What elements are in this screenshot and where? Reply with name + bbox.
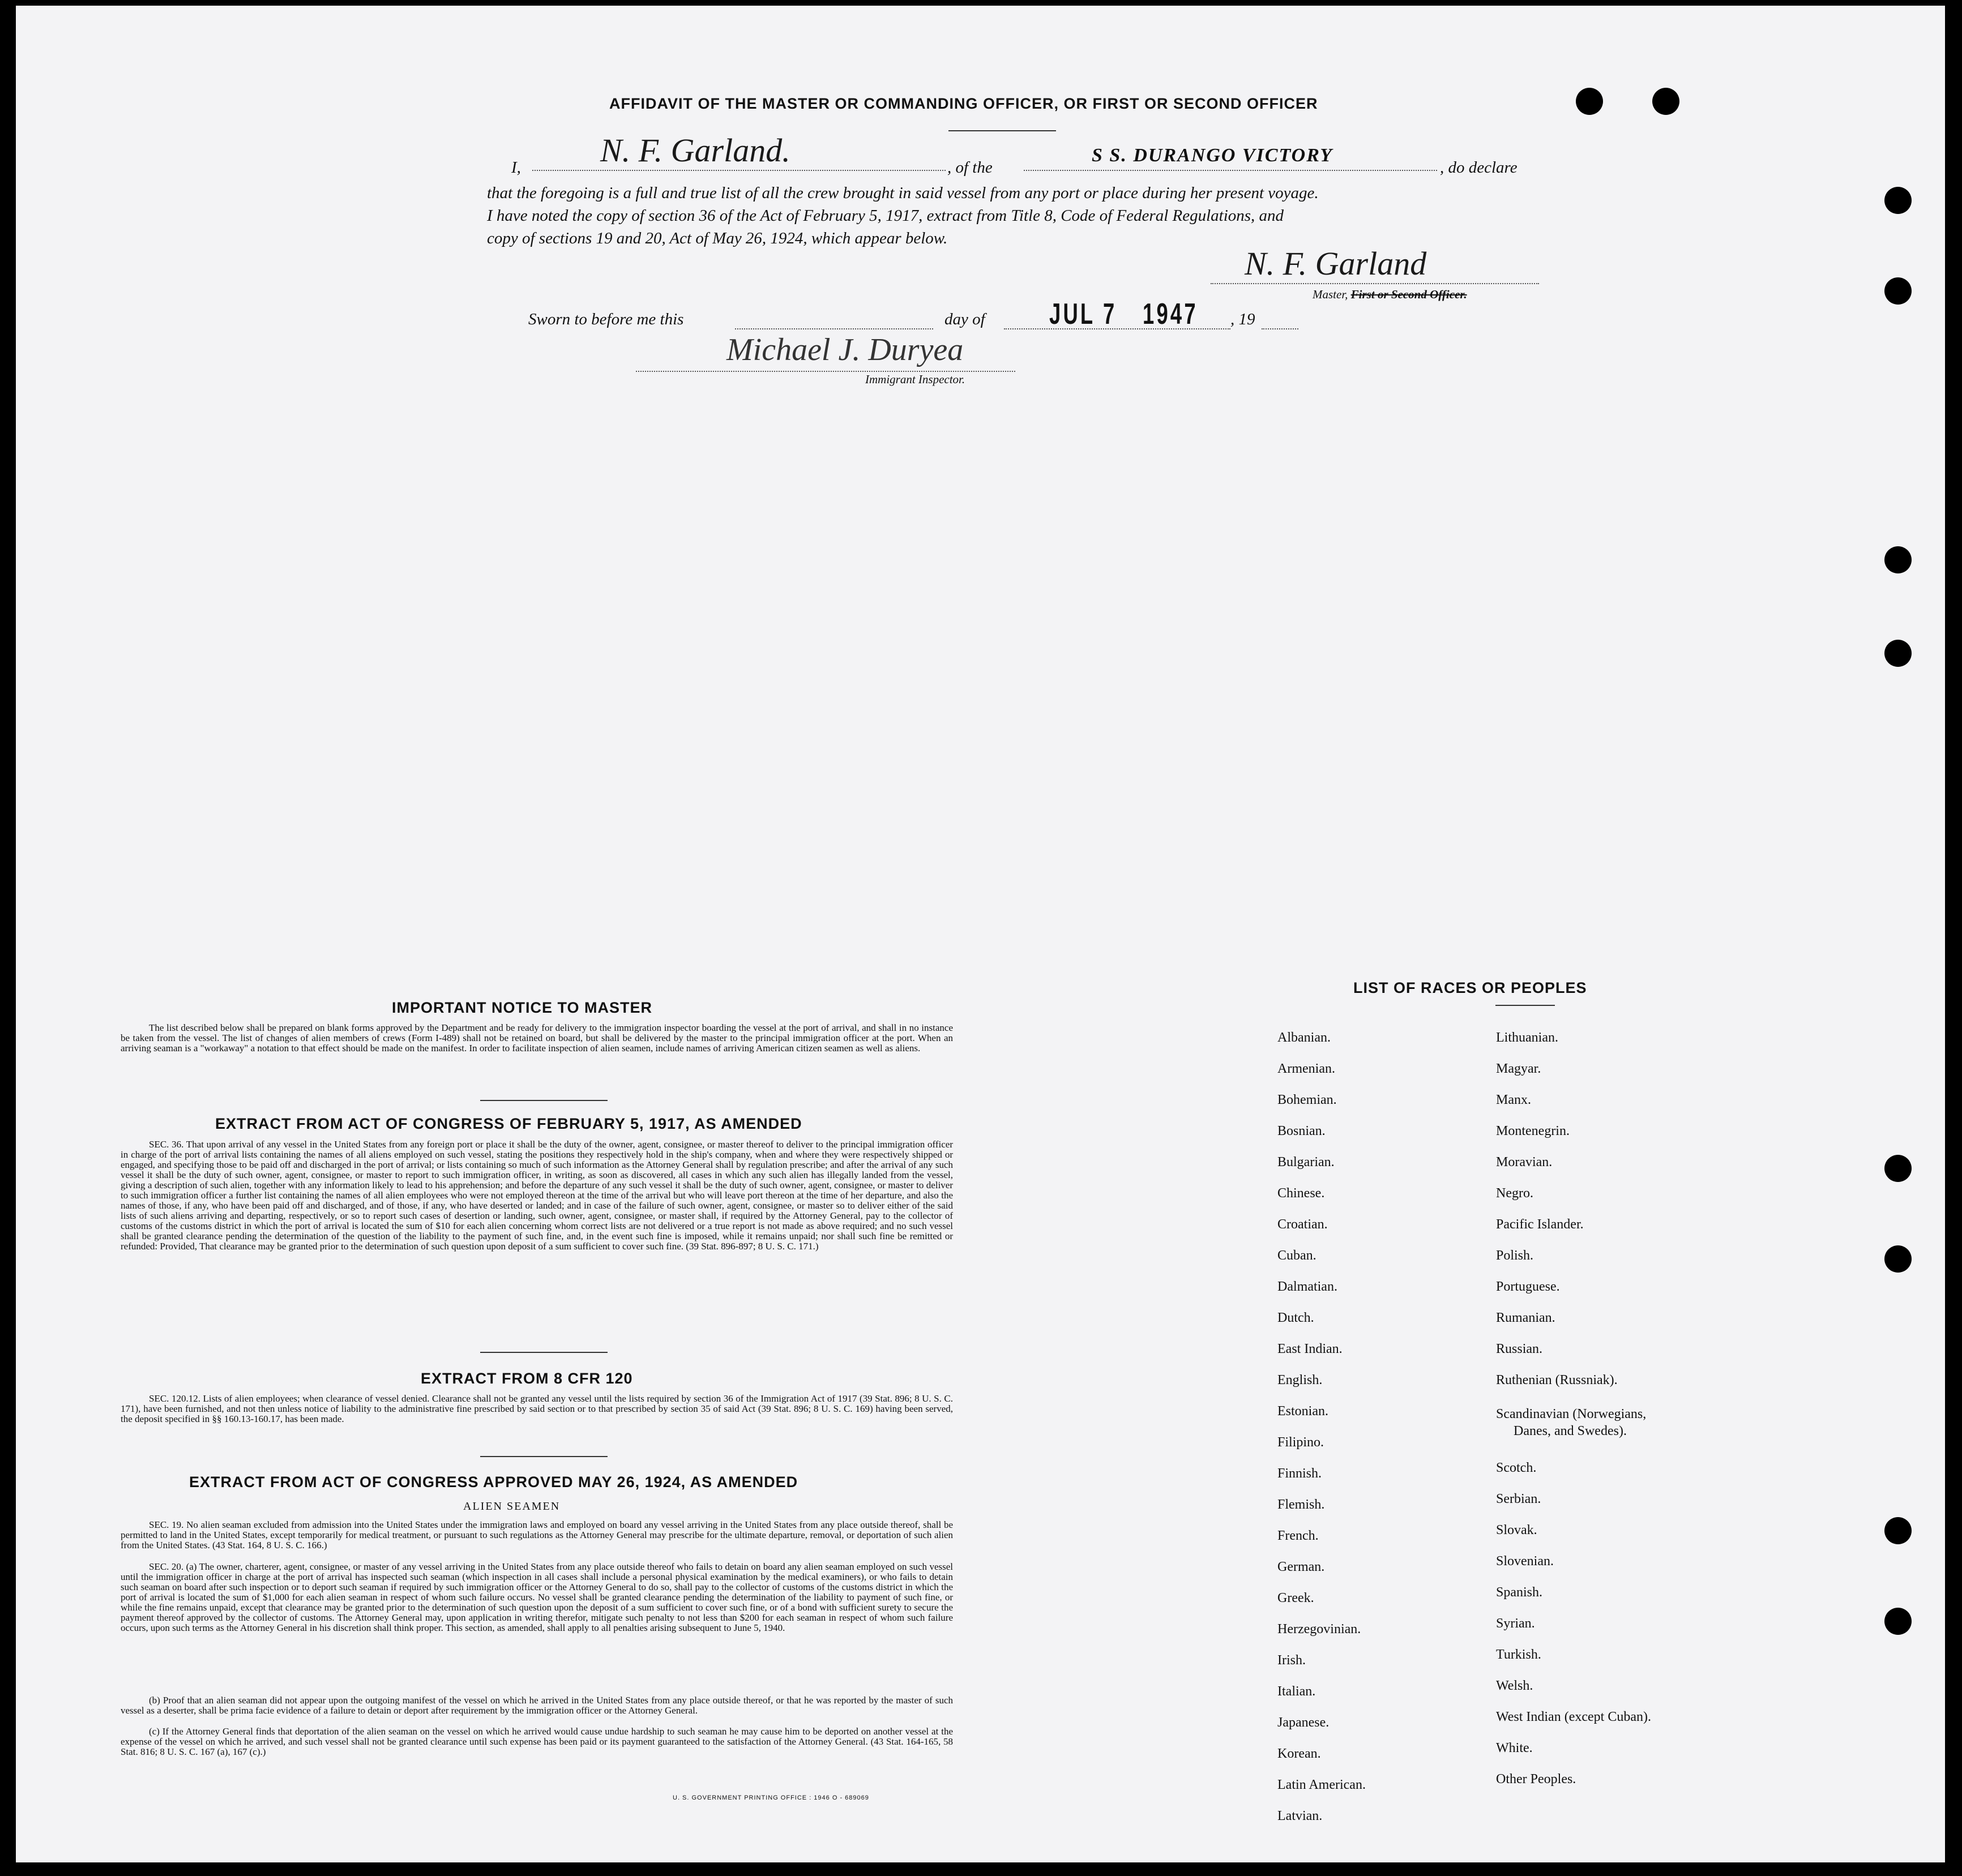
extract-1924-sec20b: (b) Proof that an alien seaman did not appear upon the outgoing manifest of the vessel on which he arrived in the United States from any place outside thereof, or that he was reported by the master of such vessel as a deserter, shall be prima facie evidence of a failure to detain or deport after requirement by the immigration officer or the Attorney General. xyxy=(121,1695,953,1716)
race-item: Latvian. xyxy=(1277,1809,1323,1823)
divider xyxy=(948,130,1056,131)
race-item: Rumanian. xyxy=(1496,1310,1555,1325)
race-item: Montenegrin. xyxy=(1496,1124,1570,1138)
date-stamp-year: 1947 xyxy=(1143,298,1198,331)
race-item: Ruthenian (Russniak). xyxy=(1496,1373,1618,1387)
officer-name-signature: N. F. Garland. xyxy=(600,132,790,169)
punch-hole xyxy=(1884,277,1912,305)
master-signature: N. F. Garland xyxy=(1245,245,1427,282)
race-item: Korean. xyxy=(1277,1746,1321,1761)
sworn-date-line xyxy=(1004,297,1230,329)
race-item: Negro. xyxy=(1496,1186,1533,1201)
race-item: Scandinavian (Norwegians, xyxy=(1496,1407,1647,1421)
punch-hole xyxy=(1884,546,1912,573)
race-item: Danes, and Swedes). xyxy=(1514,1424,1627,1438)
race-item: Japanese. xyxy=(1277,1715,1330,1730)
punch-hole xyxy=(1884,640,1912,667)
divider xyxy=(480,1456,608,1457)
race-item: Manx. xyxy=(1496,1093,1531,1107)
extract-1924-sec20a: SEC. 20. (a) The owner, charterer, agent, consignee, or master of any vessel arriving in the United States from any place outside thereof who fails to detain on board any alien seaman employed on such vessel until the immigration officer in charge at the port of arrival has inspected such seaman (which inspection in all cases shall include a personal physical examination by the medical examiners), or who fails to detain such seaman on board after such inspection or to deport such seaman if required by such immigration officer or the Attorney General to do so, shall pay to the collector of customs of the customs district in which the port of arrival is located the sum of $1,000 for each alien seaman in respect of whom such failure occurs. No vessel shall be granted clearance pending the determination of the liability to payment of such fine, or while the fine remains unpaid, except that clearance may be granted prior to the determination of such question upon the deposit of a sum sufficient to cover such fine, or of a bond with sufficient surety to secure the payment thereof approved by the collector of customs. The Attorney General may, upon application in writing therefor, mitigate such penalty to not less than $200 for each seaman in respect of whom such failure occurs, upon such terms as the Attorney General in his discretion shall think proper. This section, as amended, shall apply to all penalties arising subsequent to June 5, 1940. xyxy=(121,1561,953,1633)
printer-imprint: U. S. GOVERNMENT PRINTING OFFICE : 1946 O - 689069 xyxy=(673,1794,869,1801)
extract-cfr-text: SEC. 120.12. Lists of alien employees; when clearance of vessel denied. Clearance shall not be granted any vessel until the lists required by section 36 of the Immigration Act of 1917 (39 Stat. 896; 8 U. S. C. 171), have been furnished, and not then unless notice of liability to the administrative fine prescribed by said section or to that prescribed by section 35 of said Act (39 Stat. 896; 8 U. S. C. 169) having been served, the deposit specified in §§ 160.13-160.17, has been made. xyxy=(121,1393,953,1424)
extract-cfr-title: EXTRACT FROM 8 CFR 120 xyxy=(421,1370,633,1387)
sworn-text: Sworn to before me this xyxy=(528,310,684,328)
do-declare-text: , do declare xyxy=(1440,159,1518,177)
race-item: Bosnian. xyxy=(1277,1124,1326,1138)
race-item: Spanish. xyxy=(1496,1585,1543,1600)
race-item: Bulgarian. xyxy=(1277,1155,1335,1170)
divider xyxy=(480,1352,608,1353)
race-item: Albanian. xyxy=(1277,1030,1331,1045)
affidavit-line4: copy of sections 19 and 20, Act of May 26, 1924, which appear below. xyxy=(487,229,948,247)
inspector-signature: Michael J. Duryea xyxy=(726,332,964,367)
race-item: Pacific Islander. xyxy=(1496,1217,1584,1232)
extract-1917-text: SEC. 36. That upon arrival of any vessel in the United States from any foreign port or place it shall be the duty of the owner, agent, consignee, or master thereof to deliver to the principal immigration officer in charge of the port of arrival lists containing the names of all aliens employed on such vessel, stating the positions they respectively hold in the ship's company, when and where they were respectively shipped or engaged, and specifying those to be paid off and discharged in the port of arrival; or lists containing so much of such information as the Attorney General shall by regulation prescribe; and after the arrival of any such vessel it shall be the duty of such owner, agent, consignee, or master to report to such immigration officer, in writing, as soon as discovered, all cases in which any such alien has illegally landed from the vessel, giving a description of such alien, together with any information likely to lead to his apprehension; and before the departure of any such vessel it shall be the duty of such owner, agent, consignee, or master to deliver to such immigration officer a further list containing the names of all alien employees who were not employed thereon at the time of the arrival but who will leave port thereon at the time of her departure, and also the names of those, if any, who have been paid off and discharged, and of those, if any, who have deserted or landed; and in case of the failure of such owner, agent, consignee, or master so to deliver either of the said lists of such aliens arriving and departing, respectively, or so to report such cases of desertion or landing, such owner, agent, consignee, or master shall, if required by the Attorney General, pay to the collector of customs of the customs district in which the port of arrival is located the sum of $10 for each alien concerning whom correct lists are not delivered or a true report is not made as above required; and no such vessel shall be granted clearance pending the determination of the question of the liability to the payment of such fine, and, in the event such fine is imposed, while it remains unpaid; nor shall such fine be remitted or refunded: Provided, That clearance may be granted prior to the determination of such question upon deposit of a sum sufficient to cover such fine. (39 Stat. 896-897; 8 U. S. C. 171.) xyxy=(121,1139,953,1252)
race-item: Syrian. xyxy=(1496,1616,1535,1631)
master-caption xyxy=(1313,288,1467,302)
race-item: Portuguese. xyxy=(1496,1279,1560,1294)
race-item: Greek. xyxy=(1277,1591,1314,1605)
punch-hole xyxy=(1884,1245,1912,1273)
race-item: Magyar. xyxy=(1496,1061,1541,1076)
notice-text: The list described below shall be prepared on blank forms approved by the Department and be ready for delivery to the immigration inspector boarding the vessel at the port of arrival, and shall in no instance be taken from the vessel. The list of changes of alien members of crews (Form I-489) shall not be retained on board, but shall be delivered by the master to the principal immigration officer at the port. When an arriving seaman is a "workaway" a notation to that effect should be made on the manifest. In order to facilitate inspection of alien seamen, include names of arriving American citizen seamen as well as aliens. xyxy=(121,1022,953,1053)
race-item: Dutch. xyxy=(1277,1310,1314,1325)
punch-hole xyxy=(1576,88,1603,115)
race-item: Dalmatian. xyxy=(1277,1279,1337,1294)
race-item: Croatian. xyxy=(1277,1217,1328,1232)
vessel-line xyxy=(1024,142,1437,171)
extract-1924-sec19: SEC. 19. No alien seaman excluded from admission into the United States under the immigration laws and employed on board any vessel arriving in the United States from any place outside thereof, shall be permitted to land in the United States, except temporarily for medical treatment, or pursuant to such regulations as the Attorney General may prescribe for the ultimate departure, removal, or deportation of such alien from the United States. (43 Stat. 164, 8 U. S. C. 166.) xyxy=(121,1519,953,1551)
punch-hole xyxy=(1884,1155,1912,1182)
alien-seamen-subtitle: ALIEN SEAMEN xyxy=(463,1500,561,1513)
race-item: Chinese. xyxy=(1277,1186,1325,1201)
race-item: Scotch. xyxy=(1496,1460,1537,1475)
race-item: Other Peoples. xyxy=(1496,1772,1576,1787)
race-item: Herzegovinian. xyxy=(1277,1622,1361,1637)
race-item: French. xyxy=(1277,1528,1319,1543)
race-item: Filipino. xyxy=(1277,1435,1324,1450)
document-page xyxy=(16,6,1945,1862)
struck-officer-caption: First or Second Officer. xyxy=(1350,288,1467,301)
punch-hole xyxy=(1884,1517,1912,1544)
race-item: Latin American. xyxy=(1277,1778,1366,1792)
affidavit-title: AFFIDAVIT OF THE MASTER OR COMMANDING OFFICER, OR FIRST OR SECOND OFFICER xyxy=(609,95,1318,112)
extract-1924-sec20c: (c) If the Attorney General finds that deportation of the alien seaman on the vessel on which he arrived would cause undue hardship to such seaman he may cause him to be deported on another vessel at the expense of the vessel on which he arrived, and such vessel shall not be granted clearance until such expense has been paid or its payment guaranteed to the satisfaction of the Attorney General. (43 Stat. 164-165, 58 Stat. 816; 8 U. S. C. 167 (a), 167 (c).) xyxy=(121,1726,953,1757)
date-stamp-month: JUL 7 xyxy=(1049,298,1117,331)
race-item: Cuban. xyxy=(1277,1248,1316,1263)
vessel-name: S S. DURANGO VICTORY xyxy=(1092,145,1333,166)
race-item: Armenian. xyxy=(1277,1061,1335,1076)
race-item: White. xyxy=(1496,1741,1533,1755)
race-item: East Indian. xyxy=(1277,1342,1343,1356)
day-of-text: day of xyxy=(944,310,985,328)
nineteen-text: , 19 xyxy=(1230,310,1255,328)
race-item: Bohemian. xyxy=(1277,1093,1337,1107)
punch-hole xyxy=(1652,88,1679,115)
race-item: English. xyxy=(1277,1373,1323,1387)
race-item: Italian. xyxy=(1277,1684,1316,1699)
punch-hole xyxy=(1884,1608,1912,1635)
officer-name-line xyxy=(532,132,946,171)
inspector-signature-line xyxy=(636,332,1015,372)
extract-1917-title: EXTRACT FROM ACT OF CONGRESS OF FEBRUARY 5, 1917, AS AMENDED xyxy=(215,1115,802,1132)
punch-hole xyxy=(1884,187,1912,214)
inspector-caption: Immigrant Inspector. xyxy=(865,372,965,386)
race-item: Flemish. xyxy=(1277,1497,1325,1512)
race-item: German. xyxy=(1277,1560,1325,1574)
race-item: Russian. xyxy=(1496,1342,1543,1356)
divider xyxy=(480,1100,608,1101)
notice-title: IMPORTANT NOTICE TO MASTER xyxy=(392,999,652,1016)
sworn-day-line xyxy=(735,314,933,329)
year-line xyxy=(1262,314,1298,329)
race-item: Turkish. xyxy=(1496,1647,1541,1662)
race-item: West Indian (except Cuban). xyxy=(1496,1710,1651,1724)
master-caption-text: Master, xyxy=(1313,288,1348,301)
race-item: Lithuanian. xyxy=(1496,1030,1558,1045)
race-item: Slovak. xyxy=(1496,1523,1537,1537)
affidavit-line3: I have noted the copy of section 36 of the Act of February 5, 1917, extract from Title 8, Code of Federal Regulations, and xyxy=(487,207,1284,225)
of-the-text: , of the xyxy=(947,159,993,177)
master-signature-line xyxy=(1211,245,1539,284)
race-item: Welsh. xyxy=(1496,1678,1533,1693)
extract-1924-title: EXTRACT FROM ACT OF CONGRESS APPROVED MAY 26, 1924, AS AMENDED xyxy=(189,1474,798,1490)
divider xyxy=(1495,1005,1555,1006)
races-title: LIST OF RACES OR PEOPLES xyxy=(1353,979,1587,996)
race-item: Finnish. xyxy=(1277,1466,1322,1481)
race-item: Slovenian. xyxy=(1496,1554,1554,1569)
affidavit-i: I, xyxy=(511,159,521,177)
race-item: Polish. xyxy=(1496,1248,1534,1263)
race-item: Serbian. xyxy=(1496,1492,1541,1506)
race-item: Moravian. xyxy=(1496,1155,1553,1170)
race-item: Estonian. xyxy=(1277,1404,1328,1419)
affidavit-line2: that the foregoing is a full and true list of all the crew brought in said vessel from any port or place during her present voyage. xyxy=(487,184,1319,202)
race-item: Irish. xyxy=(1277,1653,1306,1668)
